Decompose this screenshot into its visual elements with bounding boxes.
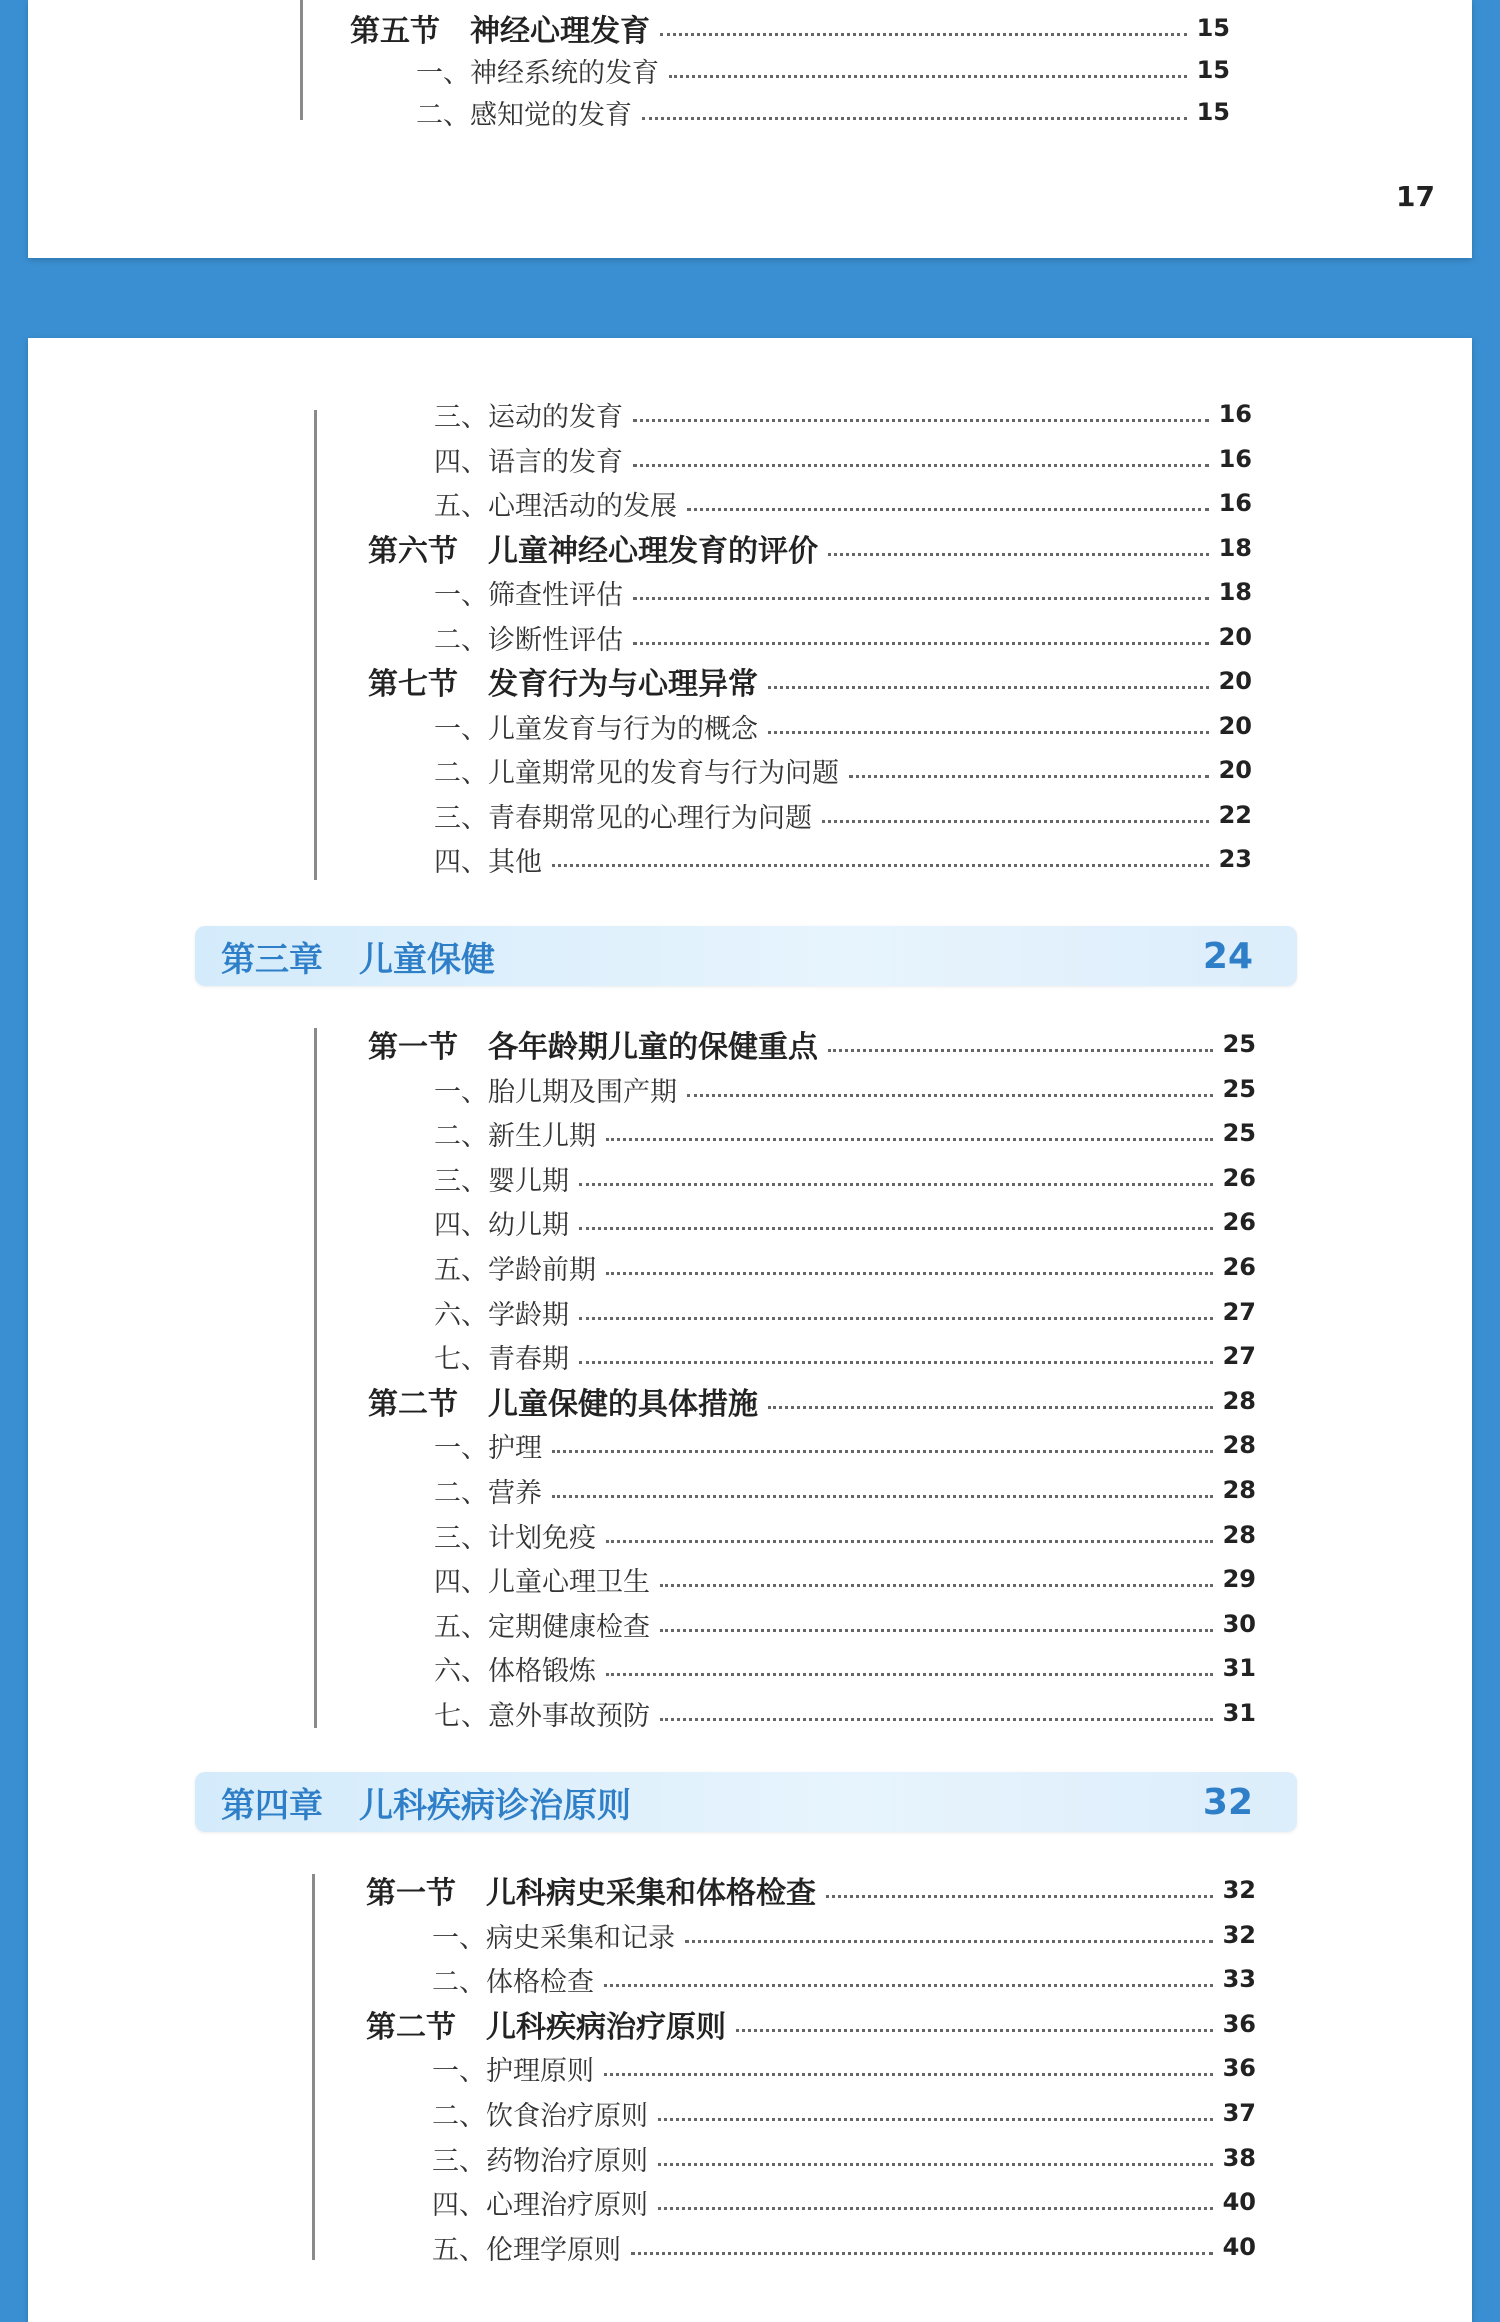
dot-leader xyxy=(660,1629,1213,1632)
dot-leader xyxy=(579,1361,1213,1364)
toc-item-entry[interactable] xyxy=(434,572,1252,612)
toc-item-entry[interactable] xyxy=(434,1648,1256,1688)
section-title: 神经心理发育 xyxy=(470,14,650,49)
toc-item-label: 五、伦理学原则 xyxy=(432,2234,621,2266)
dot-leader xyxy=(604,2073,1213,2076)
section-title: 发育行为与心理异常 xyxy=(488,667,758,702)
toc-vertical-rule xyxy=(314,1028,317,1728)
dot-leader xyxy=(736,2029,1213,2032)
toc-item-entry[interactable] xyxy=(434,1158,1256,1198)
toc-item-entry[interactable] xyxy=(434,1202,1256,1242)
toc-item-label: 二、诊断性评估 xyxy=(434,624,623,656)
page-ref: 16 xyxy=(1218,400,1252,428)
dot-leader xyxy=(606,1673,1213,1676)
dot-leader xyxy=(552,1495,1213,1498)
section-title: 各年龄期儿童的保健重点 xyxy=(488,1030,818,1065)
page-ref: 40 xyxy=(1222,2233,1256,2261)
page-ref: 33 xyxy=(1222,1965,1256,1993)
dot-leader xyxy=(685,1940,1213,1943)
toc-section-label xyxy=(366,1868,816,1912)
toc-item-label: 一、病史采集和记录 xyxy=(432,1922,675,1954)
dot-leader xyxy=(606,1138,1213,1141)
dot-leader xyxy=(687,508,1209,511)
page-ref: 28 xyxy=(1222,1387,1256,1415)
dot-leader xyxy=(579,1227,1213,1230)
page-ref: 20 xyxy=(1218,756,1252,784)
page-ref: 27 xyxy=(1222,1342,1256,1370)
toc-item-label: 三、计划免疫 xyxy=(434,1522,596,1554)
section-number: 第一节 xyxy=(368,1030,458,1065)
page-ref: 38 xyxy=(1222,2144,1256,2172)
page-ref: 23 xyxy=(1218,845,1252,873)
toc-item-entry[interactable] xyxy=(416,50,1230,90)
page-ref: 26 xyxy=(1222,1253,1256,1281)
dot-leader xyxy=(660,1718,1213,1721)
toc-item-entry[interactable] xyxy=(434,1069,1256,1109)
toc-section-entry[interactable] xyxy=(350,8,1230,48)
toc-item-label: 五、心理活动的发展 xyxy=(434,490,677,522)
toc-vertical-rule xyxy=(300,0,303,120)
dot-leader xyxy=(660,1584,1213,1587)
toc-item-label: 七、青春期 xyxy=(434,1343,569,1375)
toc-item-entry[interactable] xyxy=(434,1336,1256,1376)
dot-leader xyxy=(606,1540,1213,1543)
section-title: 儿童保健的具体措施 xyxy=(488,1387,758,1422)
page-ref: 20 xyxy=(1218,712,1252,740)
toc-item-label: 五、定期健康检查 xyxy=(434,1611,650,1643)
page-ref: 15 xyxy=(1196,56,1230,84)
toc-item-label: 三、药物治疗原则 xyxy=(432,2145,648,2177)
dot-leader xyxy=(822,820,1209,823)
toc-item-entry[interactable] xyxy=(432,2093,1256,2133)
toc-item-entry[interactable] xyxy=(434,617,1252,657)
page-ref: 16 xyxy=(1218,489,1252,517)
toc-item-label: 四、心理治疗原则 xyxy=(432,2189,648,2221)
chapter-title: 儿童保健 xyxy=(359,939,495,980)
toc-section-entry[interactable] xyxy=(368,661,1252,701)
page-ref: 28 xyxy=(1222,1521,1256,1549)
toc-item-label: 二、儿童期常见的发育与行为问题 xyxy=(434,757,839,789)
chapter-page: 32 xyxy=(1202,1781,1253,1823)
toc-item-label: 三、运动的发育 xyxy=(434,401,623,433)
page-ref: 26 xyxy=(1222,1208,1256,1236)
page-ref: 30 xyxy=(1222,1610,1256,1638)
toc-item-label: 二、饮食治疗原则 xyxy=(432,2100,648,2132)
page-ref: 25 xyxy=(1222,1119,1256,1147)
toc-item-entry[interactable] xyxy=(432,1915,1256,1955)
section-number: 第七节 xyxy=(368,667,458,702)
toc-item-label: 四、语言的发育 xyxy=(434,446,623,478)
page-ref: 32 xyxy=(1222,1876,1256,1904)
dot-leader xyxy=(606,1272,1213,1275)
page-ref: 40 xyxy=(1222,2188,1256,2216)
chapter-title: 儿科疾病诊治原则 xyxy=(359,1785,631,1826)
dot-leader xyxy=(660,33,1187,36)
toc-item-label: 三、婴儿期 xyxy=(434,1165,569,1197)
toc-item-entry[interactable] xyxy=(434,439,1252,479)
page-ref: 26 xyxy=(1222,1164,1256,1192)
toc-item-entry[interactable] xyxy=(434,839,1252,879)
toc-section-label xyxy=(368,1379,758,1423)
toc-item-entry[interactable] xyxy=(434,1247,1256,1287)
toc-item-entry[interactable] xyxy=(432,2227,1256,2267)
toc-item-entry[interactable] xyxy=(434,1559,1256,1599)
toc-section-entry[interactable] xyxy=(366,1870,1256,1910)
toc-vertical-rule xyxy=(312,1874,315,2260)
dot-leader xyxy=(552,1450,1213,1453)
dot-leader xyxy=(687,1094,1213,1097)
toc-item-entry[interactable] xyxy=(434,795,1252,835)
page-ref: 18 xyxy=(1218,578,1252,606)
dot-leader xyxy=(633,419,1209,422)
toc-item-label: 六、学龄期 xyxy=(434,1299,569,1331)
toc-item-label: 二、新生儿期 xyxy=(434,1120,596,1152)
page-ref: 15 xyxy=(1196,98,1230,126)
toc-item-entry[interactable] xyxy=(434,1425,1256,1465)
section-number: 第二节 xyxy=(368,1387,458,1422)
toc-item-label: 一、护理原则 xyxy=(432,2055,594,2087)
section-number: 第六节 xyxy=(368,534,458,569)
toc-item-label: 四、其他 xyxy=(434,846,542,878)
page-ref: 37 xyxy=(1222,2099,1256,2127)
dot-leader xyxy=(828,1049,1213,1052)
dot-leader xyxy=(768,1406,1213,1409)
dot-leader xyxy=(579,1183,1213,1186)
page-ref: 20 xyxy=(1218,623,1252,651)
toc-vertical-rule xyxy=(314,410,317,880)
dot-leader xyxy=(633,642,1209,645)
toc-section-entry[interactable] xyxy=(368,1024,1256,1064)
toc-item-label: 一、护理 xyxy=(434,1432,542,1464)
toc-item-label: 一、胎儿期及围产期 xyxy=(434,1076,677,1108)
toc-item-entry[interactable] xyxy=(434,1292,1256,1332)
dot-leader xyxy=(849,775,1209,778)
chapter-4-banner[interactable] xyxy=(195,1772,1297,1832)
toc-section-label xyxy=(368,659,758,703)
toc-section-label xyxy=(368,1022,818,1066)
dot-leader xyxy=(642,117,1187,120)
dot-leader xyxy=(658,2163,1213,2166)
toc-item-entry[interactable] xyxy=(434,483,1252,523)
toc-section-label xyxy=(368,526,818,570)
page-ref: 31 xyxy=(1222,1654,1256,1682)
toc-item-entry[interactable] xyxy=(432,2138,1256,2178)
toc-item-entry[interactable] xyxy=(434,1604,1256,1644)
page-ref: 36 xyxy=(1222,2010,1256,2038)
toc-section-label xyxy=(350,6,650,50)
page-number: 17 xyxy=(1396,180,1435,213)
chapter-number: 第三章 xyxy=(221,939,323,980)
dot-leader xyxy=(579,1317,1213,1320)
page-ref: 28 xyxy=(1222,1476,1256,1504)
page-ref: 25 xyxy=(1222,1030,1256,1058)
toc-item-entry[interactable] xyxy=(432,2048,1256,2088)
chapter-3-banner[interactable] xyxy=(195,926,1297,986)
toc-item-entry[interactable] xyxy=(434,394,1252,434)
toc-section-entry[interactable] xyxy=(368,1381,1256,1421)
page-ref: 16 xyxy=(1218,445,1252,473)
toc-item-label: 六、体格锻炼 xyxy=(434,1655,596,1687)
toc-item-entry[interactable] xyxy=(434,1113,1256,1153)
section-number: 第一节 xyxy=(366,1876,456,1911)
toc-item-entry[interactable] xyxy=(434,1693,1256,1733)
dot-leader xyxy=(768,731,1209,734)
toc-section-label xyxy=(366,2002,726,2046)
page-ref: 27 xyxy=(1222,1298,1256,1326)
dot-leader xyxy=(768,686,1209,689)
dot-leader xyxy=(669,75,1187,78)
page-ref: 18 xyxy=(1218,534,1252,562)
toc-item-label: 一、儿童发育与行为的概念 xyxy=(434,713,758,745)
toc-item-entry[interactable] xyxy=(434,706,1252,746)
page-ref: 32 xyxy=(1222,1921,1256,1949)
section-number: 第五节 xyxy=(350,14,440,49)
dot-leader xyxy=(633,464,1209,467)
page-ref: 20 xyxy=(1218,667,1252,695)
dot-leader xyxy=(826,1895,1213,1898)
dot-leader xyxy=(552,864,1209,867)
toc-item-entry[interactable] xyxy=(416,92,1230,132)
toc-item-label: 二、感知觉的发育 xyxy=(416,99,632,131)
toc-item-entry[interactable] xyxy=(432,2182,1256,2222)
toc-item-label: 三、青春期常见的心理行为问题 xyxy=(434,802,812,834)
toc-item-label: 一、筛查性评估 xyxy=(434,579,623,611)
toc-item-label: 二、营养 xyxy=(434,1477,542,1509)
dot-leader xyxy=(633,597,1209,600)
toc-item-label: 二、体格检查 xyxy=(432,1966,594,1998)
toc-item-entry[interactable] xyxy=(434,1470,1256,1510)
section-title: 儿科病史采集和体格检查 xyxy=(486,1876,816,1911)
chapter-page: 24 xyxy=(1202,935,1253,977)
toc-section-entry[interactable] xyxy=(368,528,1252,568)
page-ref: 29 xyxy=(1222,1565,1256,1593)
dot-leader xyxy=(631,2252,1213,2255)
toc-section-entry[interactable] xyxy=(366,2004,1256,2044)
page-ref: 22 xyxy=(1218,801,1252,829)
page-ref: 15 xyxy=(1196,14,1230,42)
dot-leader xyxy=(828,553,1209,556)
section-number: 第二节 xyxy=(366,2010,456,2045)
toc-item-label: 四、儿童心理卫生 xyxy=(434,1566,650,1598)
toc-item-entry[interactable] xyxy=(434,1515,1256,1555)
chapter-number: 第四章 xyxy=(221,1785,323,1826)
section-title: 儿童神经心理发育的评价 xyxy=(488,534,818,569)
toc-item-label: 四、幼儿期 xyxy=(434,1209,569,1241)
dot-leader xyxy=(658,2118,1213,2121)
toc-item-label: 七、意外事故预防 xyxy=(434,1700,650,1732)
toc-item-entry[interactable] xyxy=(434,750,1252,790)
section-title: 儿科疾病治疗原则 xyxy=(486,2010,726,2045)
toc-item-label: 五、学龄前期 xyxy=(434,1254,596,1286)
dot-leader xyxy=(658,2207,1213,2210)
page-ref: 31 xyxy=(1222,1699,1256,1727)
toc-item-label: 一、神经系统的发育 xyxy=(416,57,659,89)
page-ref: 25 xyxy=(1222,1075,1256,1103)
page-ref: 28 xyxy=(1222,1431,1256,1459)
dot-leader xyxy=(604,1984,1213,1987)
page-ref: 36 xyxy=(1222,2054,1256,2082)
toc-item-entry[interactable] xyxy=(432,1959,1256,1999)
